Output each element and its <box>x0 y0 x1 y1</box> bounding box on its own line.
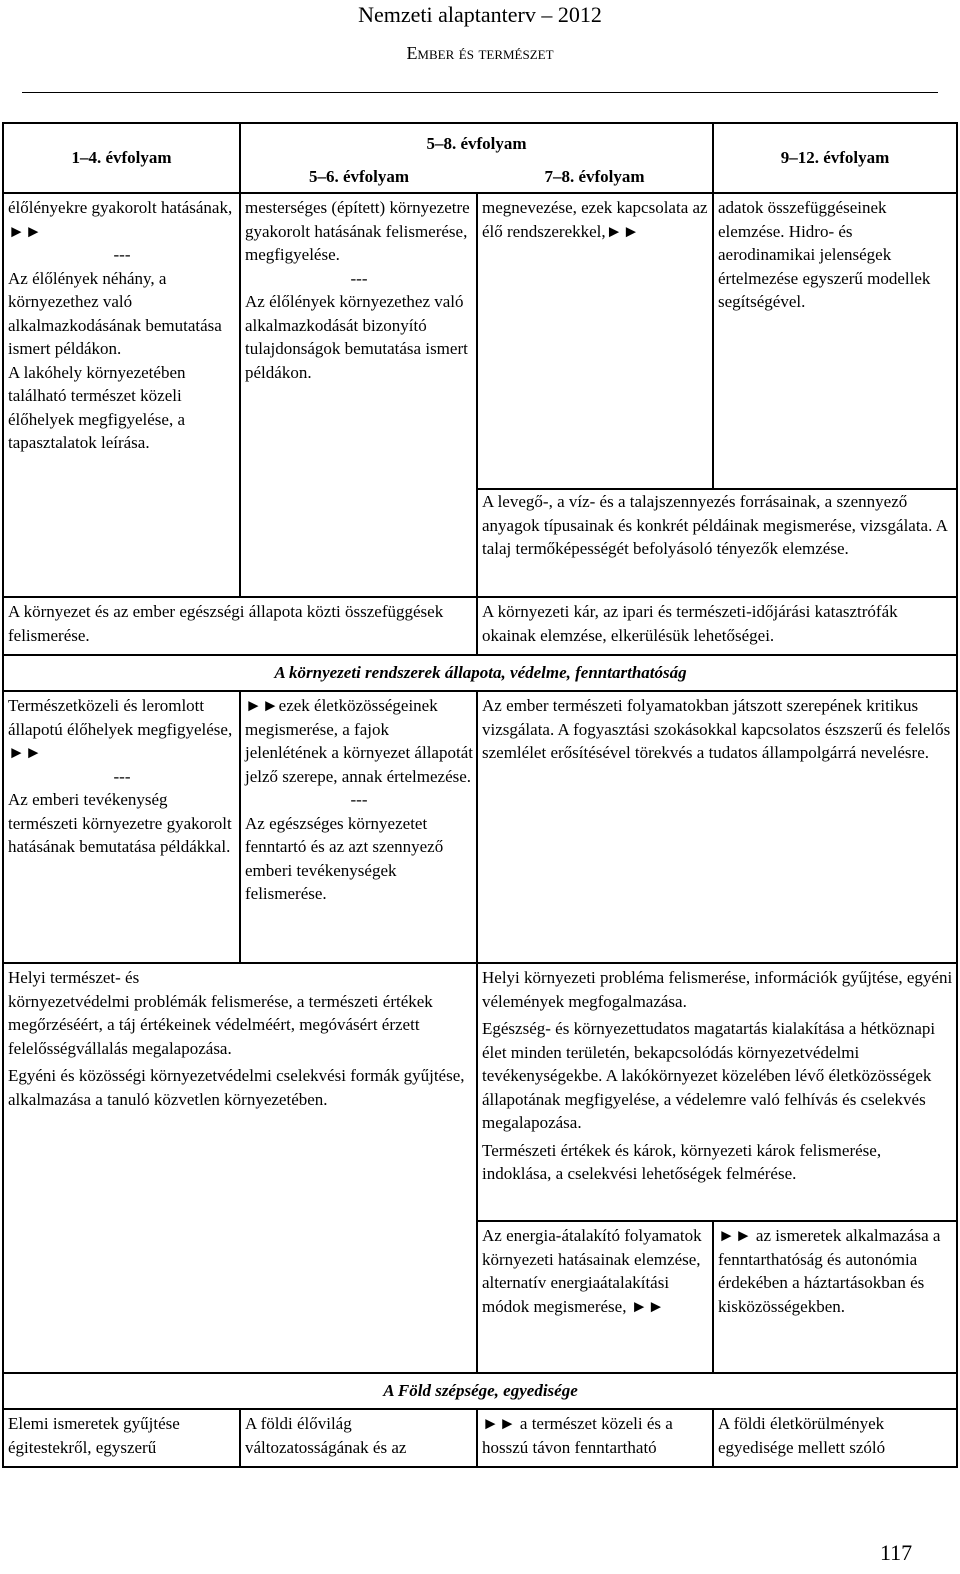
row7-grades-1-4: Elemi ismeretek gyűjtése égitestekről, egyszerű <box>3 1409 240 1467</box>
row4-grades-1-4 <box>3 691 240 963</box>
row4-grades-5-6 <box>240 691 477 963</box>
row1-grades-7-8: megnevezése, ezek kapcsolata az élő rendszerekkel,►► <box>477 193 713 489</box>
row7-grades-5-6: A földi élővilág változatosságának és az <box>240 1409 477 1467</box>
row5-left-text-2: környezetvédelmi problémák felismerése, a természeti értékek megőrzéséért, a táj értékeinek védelméért, megóvásért érzett felelősségvállalás megalapozása. <box>8 991 433 1058</box>
column-header-grades-9-12: 9–12. évfolyam <box>713 123 957 193</box>
row1-grades-1-4 <box>3 193 240 597</box>
row1-c2-separator: --- <box>350 268 368 288</box>
section-heading-earth: A Föld szépsége, egyedisége <box>3 1373 957 1409</box>
row5-grades-7-12 <box>477 963 957 1221</box>
row6-grades-7-8: Az energia-átalakító folyamatok környezeti hatásainak elemzése, alternatív energiaátalakítási módok megismerése, ►► <box>477 1221 713 1373</box>
row3-grades-1-6: A környezet és az ember egészségi állapota közti összefüggések felismerése. <box>3 597 477 655</box>
row5-right-text-3: Természeti értékek és károk, környezeti károk felismerése, indoklása, a cselekvési lehetőségek felmérése. <box>482 1140 882 1183</box>
column-header-grades-7-8: 7–8. évfolyam <box>477 161 713 193</box>
section-heading-environment: A környezeti rendszerek állapota, védelme, fenntarthatóság <box>3 655 957 691</box>
row4-c1-text-b: Az emberi tevékenység természeti környezetre gyakorolt hatásának bemutatása példákkal. <box>8 790 232 856</box>
row6-grades-9-12: ►► az ismeretek alkalmazása a fenntarthatóság és autonómia érdekében a háztartásokban és kisközösségekben. <box>713 1221 957 1373</box>
document-subtitle: Ember és természet <box>406 43 554 63</box>
row4-grades-7-12: Az ember természeti folyamatokban játszott szerepének kritikus vizsgálata. A fogyasztási szokásokkal kapcsolatos észszerű és felelős szemlélet erősítésével törekvés a tudatos állampolgárrá nevelésre. <box>477 691 957 963</box>
row1-c1-text-a: élőlényekre gyakorolt hatásának, ►► <box>8 198 233 241</box>
row1-grades-5-6 <box>240 193 477 597</box>
curriculum-table <box>2 122 958 1468</box>
row1-c2-text-a: mesterséges (épített) környezetre gyakorolt hatásának felismerése, megfigyelése. <box>245 198 470 264</box>
column-header-grades-5-8: 5–8. évfolyam <box>240 123 713 161</box>
column-header-grades-1-4: 1–4. évfolyam <box>3 123 240 193</box>
row4-c2-separator: --- <box>350 790 368 809</box>
row2-grades-7-12: A levegő-, a víz- és a talajszennyezés forrásainak, a szennyező anyagok típusainak és konkrét példáinak megismerése, vizsgálata. A talaj termőképességét befolyásoló tényezők elemzése. <box>477 489 957 597</box>
row5-grades-1-6 <box>3 963 477 1373</box>
row4-c2-text-b: Az egészséges környezetet fenntartó és az azt szennyező emberi tevékenységek felismerése. <box>245 813 444 903</box>
row5-left-text-3: Egyéni és közösségi környezetvédelmi cselekvési formák gyűjtése, alkalmazása a tanuló közvetlen környezetében. <box>8 1066 465 1109</box>
header-rule <box>22 92 938 93</box>
row4-c1-text-a: Természetközeli és leromlott állapotú élőhelyek megfigyelése, ►► <box>8 696 233 762</box>
row1-c1-text-c: A lakóhely környezetében található természet közeli élőhelyek megfigyelése, a tapasztalatok leírása. <box>8 362 186 452</box>
column-header-grades-5-6: 5–6. évfolyam <box>240 161 477 193</box>
row4-c2-text-a: ►►ezek életközösségeinek megismerése, a fajok jelenlétének a környezet állapotát jelző szerepe, annak értelmezése. <box>245 696 473 786</box>
row5-right-text-1: Helyi környezeti probléma felismerése, információk gyűjtése, egyéni vélemények megfogalmazása. <box>482 968 953 1011</box>
document-title: Nemzeti alaptanterv – 2012 <box>358 2 602 27</box>
row7-grades-9-12: A földi életkörülmények egyedisége mellett szóló <box>713 1409 957 1467</box>
row1-grades-9-12: adatok összefüggéseinek elemzése. Hidro- és aerodinamikai jelenségek értelmezése egyszerű modellek segítségével. <box>713 193 957 489</box>
row5-left-text-1: Helyi természet- és <box>8 968 140 987</box>
row5-right-text-2: Egészség- és környezettudatos magatartás kialakítása a hétköznapi élet minden területén, bekapcsolódás környezetvédelmi tevékenységekbe. A lakókörnyezet közelében lévő életközösségek állapotának megfigyelése, a védelemre való felhívás és cselekvés megalapozása. <box>482 1019 936 1132</box>
page-number: 117 <box>880 1540 913 1565</box>
row1-c1-separator: --- <box>113 245 131 264</box>
row4-c1-separator: --- <box>113 766 131 786</box>
row1-c1-text-b: Az élőlények néhány, a környezethez való alkalmazkodásának bemutatása ismert példákon. <box>8 268 222 358</box>
row3-grades-7-12: A környezeti kár, az ipari és természeti-időjárási katasztrófák okainak elemzése, elkerülésük lehetőségei. <box>477 597 957 655</box>
row1-c2-text-b: Az élőlények környezethez való alkalmazkodását bizonyító tulajdonságok bemutatása ismert példákon. <box>245 292 468 382</box>
row7-grades-7-8: ►► a természet közeli és a hosszú távon fenntartható <box>477 1409 713 1467</box>
